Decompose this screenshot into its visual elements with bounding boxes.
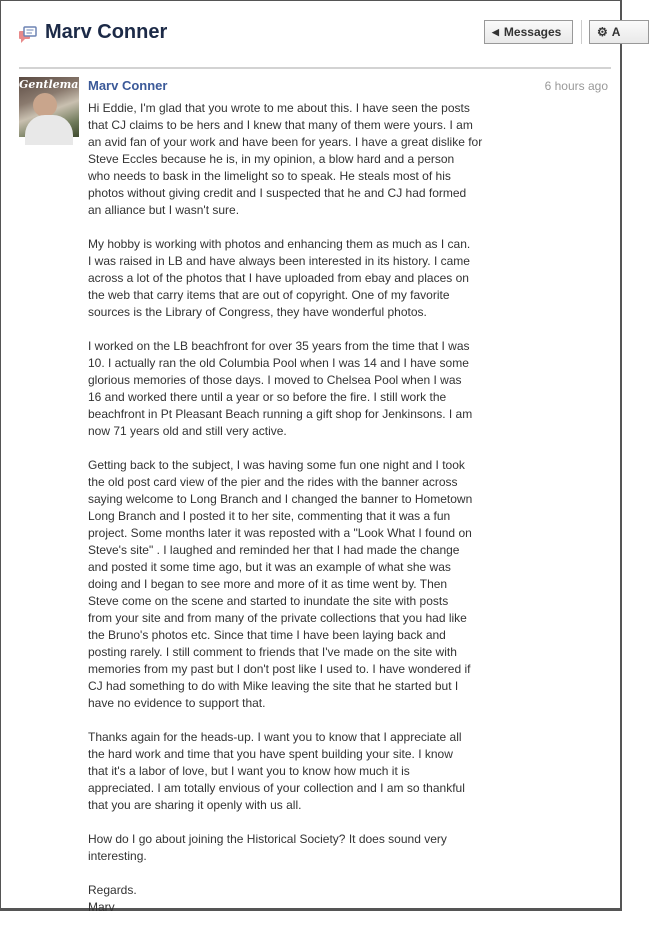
message-line: CJ had something to do with Mike leaving the site that he started but I (88, 679, 459, 693)
message-line: Steve's site" . I laughed and reminded her that I had made the change (88, 543, 460, 557)
avatar[interactable] (19, 77, 87, 137)
avatar-logo: Gentleman (19, 78, 87, 91)
message-line: saying welcome to Long Branch and I changed the banner to Hometown (88, 492, 473, 506)
message-line: I worked on the LB beachfront for over 35 years from the time that I was (88, 339, 470, 353)
actions-button-label: A (611, 25, 621, 39)
back-to-messages-button[interactable] (484, 20, 573, 44)
message-line: the old post card view of the pier and the rides with the banner across (88, 475, 458, 489)
avatar-body (25, 115, 73, 145)
sender-name-link[interactable]: Marv Conner (88, 78, 168, 93)
message-line: Steve come on the scene and started to inundate the site with posts (88, 594, 449, 608)
message-line: that you are sharing it openly with us all. (88, 798, 302, 812)
message-line: interesting. (88, 849, 147, 863)
message-line: an alliance but I wasn't sure. (88, 203, 240, 217)
message-line: Steve Eccles because he is, in my opinion, a blow hard and a person (88, 152, 455, 166)
message-line: How do I go about joining the Historical Society? It does sound very (88, 832, 447, 846)
messages-icon (18, 25, 38, 45)
message-line: sources is the Library of Congress, they have wonderful photos. (88, 305, 427, 319)
message-line: and posted it some time ago, but it was an example of what she was (88, 560, 451, 574)
message-line: posting rarely. I still comment to friends that I've made on the site with (88, 645, 457, 659)
message-paragraph (88, 729, 528, 814)
message-line: who needs to bask in the limelight so to speak. He steals most of his (88, 169, 451, 183)
message-line: photos without giving credit and I suspected that he and CJ had formed (88, 186, 467, 200)
gear-icon: ⚙ (597, 25, 608, 39)
message-paragraph (88, 100, 528, 219)
message-line: Hi Eddie, I'm glad that you wrote to me about this. I have seen the posts (88, 101, 470, 115)
message-line: Thanks again for the heads-up. I want you to know that I appreciate all (88, 730, 462, 744)
message-timestamp: 6 hours ago (544, 79, 608, 93)
message-line: I was raised in LB and have always been interested in its history. I came (88, 254, 470, 268)
message-line: the Bruno's photos etc. Since that time I have been laying back and (88, 628, 446, 642)
message-line: Marv (88, 900, 115, 914)
message-body (88, 100, 528, 933)
message-line: Regards. (88, 883, 137, 897)
message-line: across a lot of the photos that I have uploaded from ebay and places on (88, 271, 469, 285)
message-line: doing and I began to see more and more of it as time went by. Then (88, 577, 448, 591)
message-line: from your site and from many of the private collections that you had like (88, 611, 467, 625)
page-title: Marv Conner (45, 21, 168, 43)
header-divider (19, 67, 611, 69)
divider (581, 20, 582, 44)
avatar-face (33, 93, 57, 117)
message-paragraph (88, 457, 528, 712)
message-line: that it's a labor of love, but I want you to know how much it is (88, 764, 410, 778)
message-paragraph (88, 831, 528, 865)
message-line: Long Branch and I posted it to her site, commenting that it was a fun (88, 509, 451, 523)
message-line: an avid fan of your work and have been for years. I have a great dislike for (88, 135, 483, 149)
message-line: glorious memories of those days. I moved to Chelsea Pool when I was (88, 373, 462, 387)
message-paragraph (88, 236, 528, 321)
message-line: beachfront in Pt Pleasant Beach running a gift shop for Jenkinsons. I am (88, 407, 473, 421)
message-line: the web that carry items that are out of copyright. One of my favorite (88, 288, 450, 302)
message-line: Getting back to the subject, I was having some fun one night and I took (88, 458, 465, 472)
message-line: memories from my past but I don't post like I used to. I have wondered if (88, 662, 471, 676)
message-line: have no evidence to support that. (88, 696, 266, 710)
message-line: the hard work and time that you have spent building your site. I know (88, 747, 453, 761)
message-line: now 71 years old and still very active. (88, 424, 287, 438)
message-line: My hobby is working with photos and enhancing them as much as I can. (88, 237, 471, 251)
message-line: that CJ claims to be hers and I knew that many of them were yours. I am (88, 118, 473, 132)
message-line: project. Some months later it was reposted with a "Look What I found on (88, 526, 472, 540)
message-line: appreciated. I am totally envious of your collection and I am so thankful (88, 781, 465, 795)
messages-button-label: Messages (503, 25, 562, 39)
message-paragraph (88, 338, 528, 440)
caret-left-icon: ◀ (492, 26, 499, 37)
message-paragraph (88, 882, 528, 916)
actions-button[interactable] (589, 20, 649, 44)
message-line: 16 and worked there until a year or so before the fire. I still work the (88, 390, 447, 404)
message-line: 10. I actually ran the old Columbia Pool when I was 14 and I have some (88, 356, 469, 370)
